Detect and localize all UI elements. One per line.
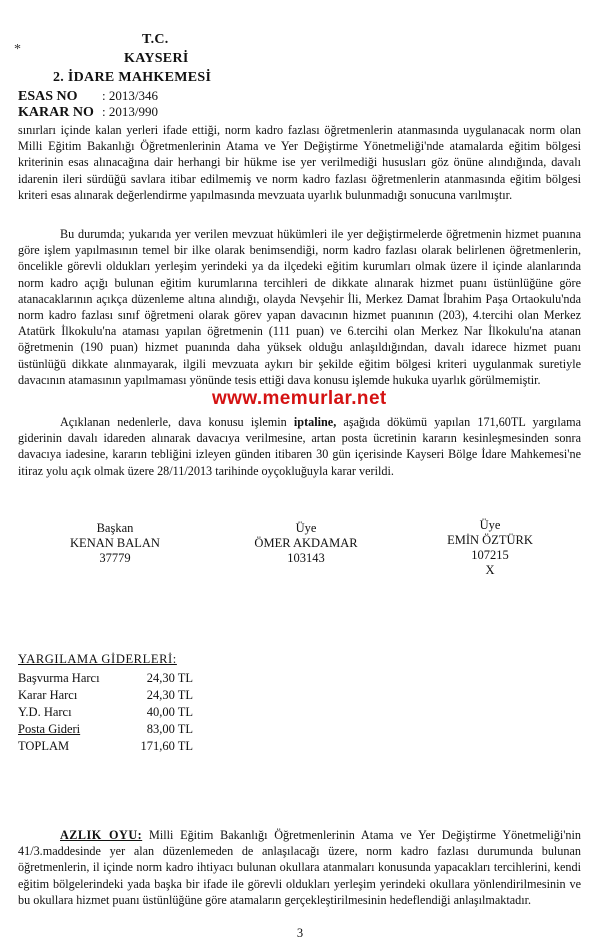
cost-value: 171,60 TL — [140, 739, 193, 753]
cost-label: Başvurma Harcı — [18, 671, 100, 685]
cost-value: 83,00 TL — [146, 722, 193, 736]
paragraph-3-before: Açıklanan nedenlerle, dava konusu işlemin — [60, 415, 294, 429]
cost-value: 24,30 TL — [146, 671, 193, 685]
esas-label: ESAS NO — [18, 89, 78, 104]
dissent-label: AZLIK OYU: — [60, 828, 143, 842]
signature-id: 107215 — [471, 548, 509, 562]
paragraph-3-bold: iptaline, — [293, 415, 337, 429]
header-city: KAYSERİ — [124, 51, 189, 66]
signature-uye-2 — [440, 518, 540, 578]
paragraph-1: sınırları içinde kalan yerleri ifade ettiği, norm kadro fazlası öğretmenlerin atanmasında uygulanacak norm olan Milli Eğitim Bakanlığı Öğretmenlerinin Atama ve Yer Değiştirme Yönetmeliği'nde atamalarda eğitim bölgesi kriterinin esas alınacağına dair herhangi bir hükme ise yer verilmediği hususları göz önüne alındığında, davalı idarenin ileri sürdüğü savlara itibar edilmemiş ve norm kadro fazlası öğretmenlerin atanmasında eğitim bölgesi kriteri esas alınarak değerlendirme yapılmasında mevzuata uyarlık bulunmadığı sonucuna varılmıştır. — [18, 123, 581, 202]
cost-value: 40,00 TL — [146, 705, 193, 719]
costs-table — [18, 652, 193, 755]
signature-id: 37779 — [99, 551, 131, 565]
watermark-text: www.memurlar.net — [212, 388, 387, 409]
paragraph-3 — [18, 414, 581, 479]
cost-label: Karar Harcı — [18, 688, 78, 702]
header-court: 2. İDARE MAHKEMESİ — [53, 70, 212, 85]
cost-row — [18, 704, 193, 721]
karar-value: : 2013/990 — [102, 104, 158, 119]
cost-row — [18, 670, 193, 687]
paragraph-2: Bu durumda; yukarıda yer verilen mevzuat hükümleri ile yer değiştirmelerde öğretmenin hizmet puanına göre işlem yapılmasının temel bir ilke olarak benimsendiği, norm kadro fazlası olarak belirlenen öğretmenlerin, öncelikle görevli oldukları yerleşim yerindeki ya da ilçedeki eğitim kurumları olmak üzere il içinde alanlarında norm kadro açığı bulunan eğitim kurumlarına tercihleri de dikkate alınarak hizmet puanı üstünlüğüne göre atanacaklarının açıkça düzenleme altına alındığı, olayda Nevşehir İli, Merkez Damat İbrahim Paşa Ortaokulu'nda norm kadro fazlası sınıf öğretmeni olarak görev yapan davacının hizmet puanının (203), 4.tercihi olan Merkez Atatürk İlkokulu'na ataması yapılan öğretmenin (111 puan) ve 6.tercihi olan Merkez Nar İlkokulu'na atanan öğretmenin (190 puan) hizmet puanında daha yüksek olduğu anlaşıldığından, davalı idarece hizmet puanı üstünlüğü dikkate alınmayarak, ilgili mevzuata aykırı bir şekilde eğitim bölgesi kriteri uygulanmak suretiyle davacının atamasının yapılmaması yönünde tesis ettiği dava konusu işlemde hukuka uyarlık görülmemiştir. — [18, 227, 581, 387]
header-country: T.C. — [142, 32, 169, 47]
signature-title: Başkan — [96, 521, 134, 535]
costs-title: YARGILAMA GİDERLERİ: — [18, 652, 177, 666]
esas-value: : 2013/346 — [102, 88, 158, 103]
cost-label: Posta Gideri — [18, 722, 81, 736]
case-esas-line — [18, 88, 158, 105]
case-karar-line — [18, 104, 158, 121]
page-number: 3 — [296, 926, 304, 940]
cost-label: TOPLAM — [18, 739, 70, 753]
corner-mark: * — [14, 42, 21, 57]
dissent-paragraph — [18, 827, 581, 908]
signature-name: EMİN ÖZTÜRK — [447, 533, 533, 547]
karar-label: KARAR NO — [18, 105, 94, 120]
cost-row — [18, 721, 193, 738]
cost-value: 24,30 TL — [146, 688, 193, 702]
dissent-text: Milli Eğitim Bakanlığı Öğretmenlerinin Atama ve Yer Değiştirme Yönetmeliği'nin 41/3.maddesinde yer alan düzenlemeden de anlaşılacağı üzere, norm kadro fazlası durumunda bulunan öğretmenlerin, il içinde norm kadro ihtiyacı bulunan okullara atanmaları konusunda yapacakları tercihlerini, kendi eğitim bölgelerindeki yada başka bir ifade ile görevli oldukları yerleşim yerindeki okullara yönlendirilmesinin ve bu okullara hizmet puanı üstünlüğüne göre atamaların gerçekleştirilmesinin hedeflendiği anlaşılmaktadır. — [18, 828, 581, 907]
signature-id: 103143 — [287, 551, 325, 565]
signature-title: Üye — [479, 518, 501, 532]
signature-name: ÖMER AKDAMAR — [254, 536, 358, 550]
cost-row — [18, 687, 193, 704]
signature-title: Üye — [295, 521, 317, 535]
paragraph-3-after: aşağıda dökümü yapılan 171,60TL yargılama giderinin davalı idareden alınarak davacıya verilmesine, artan posta ücretinin kararın kesinleşmesinden sonra davacıya iadesine, kararın tebliğini izleyen günden itibaren 30 gün içerisinde Kayseri Bölge İdare Mahkemesi'ne itiraz yolu açık olmak üzere 28/11/2013 tarihinde oyçokluğuyla karar verildi. — [18, 415, 582, 478]
cost-total-row — [18, 738, 193, 755]
signature-baskan — [60, 521, 170, 566]
signature-mark: X — [485, 563, 495, 577]
signature-uye-1 — [248, 521, 364, 566]
cost-label: Y.D. Harcı — [18, 705, 72, 719]
signature-name: KENAN BALAN — [70, 536, 160, 550]
